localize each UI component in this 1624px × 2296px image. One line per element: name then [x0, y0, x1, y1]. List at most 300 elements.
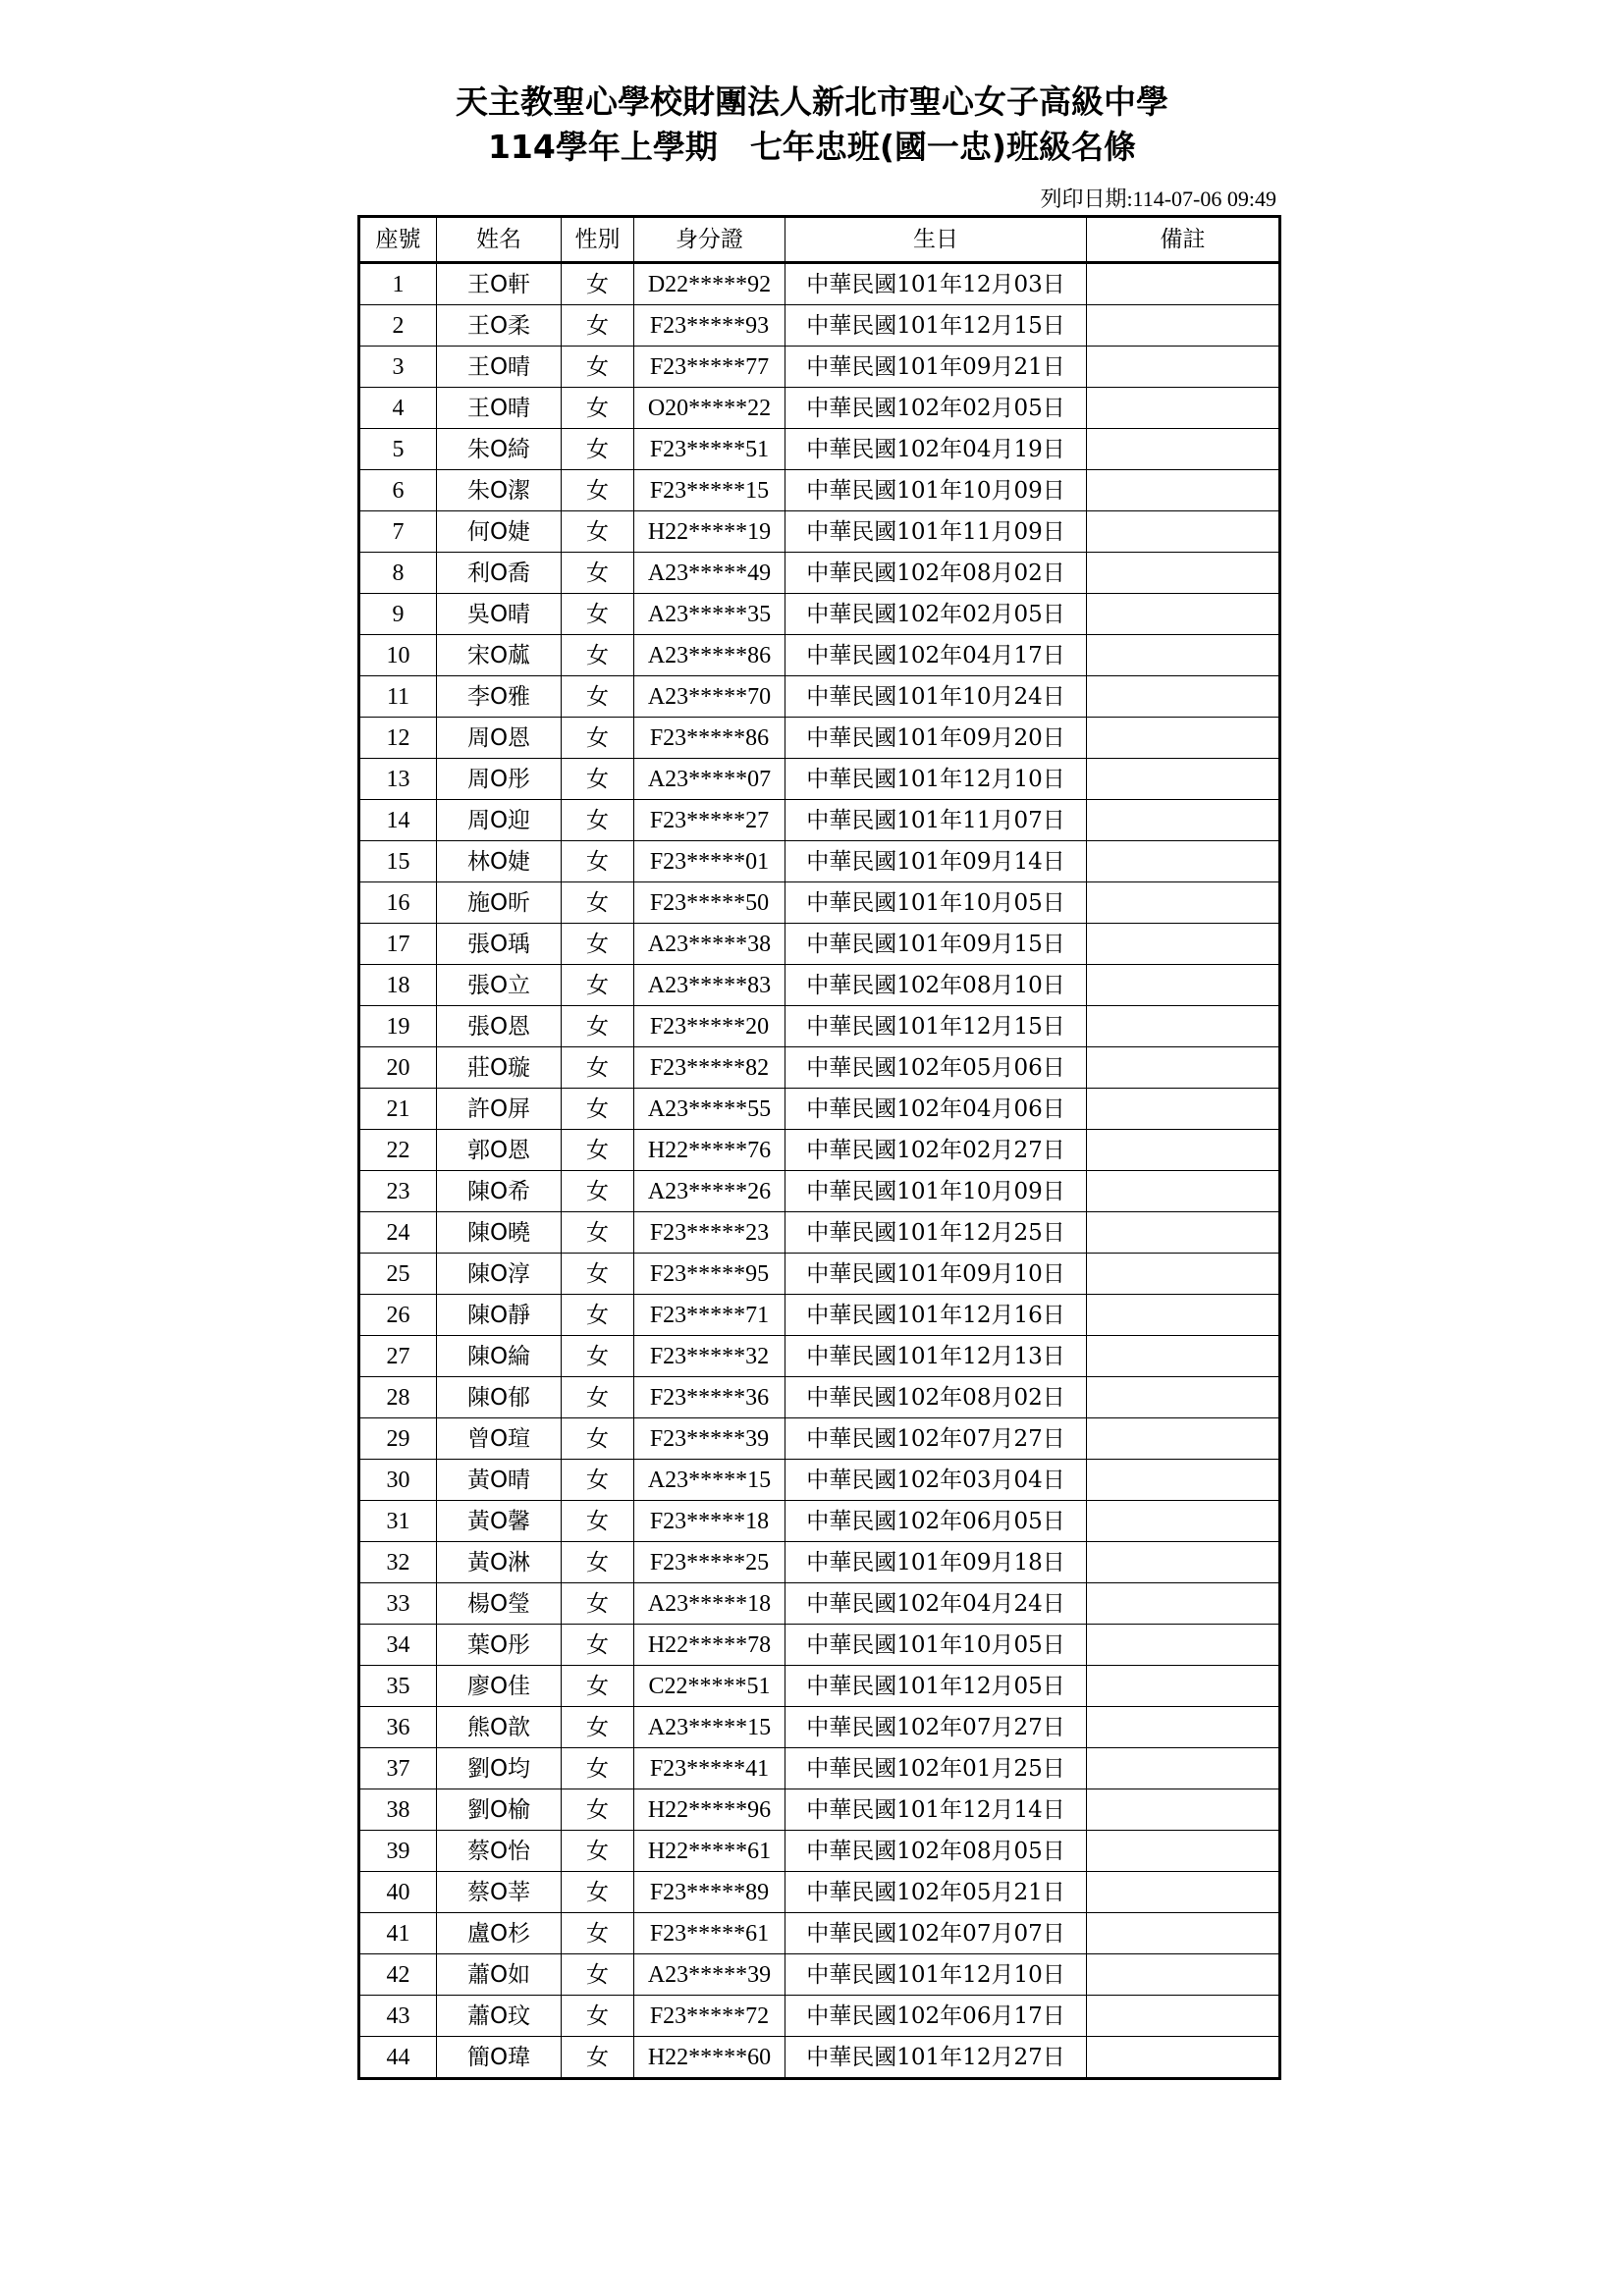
roster-title: 114學年上學期 七年忠班(國一忠)班級名條: [487, 128, 1137, 166]
id-number-cell: A23*****83: [634, 965, 785, 1006]
remarks-cell: [1087, 1789, 1280, 1831]
remarks-cell: [1087, 1748, 1280, 1789]
id-number-cell: H22*****96: [634, 1789, 785, 1831]
name-cell: 蔡O怡: [437, 1831, 562, 1872]
id-number-cell: F23*****23: [634, 1212, 785, 1254]
seat-number-cell: 28: [359, 1377, 437, 1418]
name-cell: 施O昕: [437, 882, 562, 924]
sex-cell: 女: [562, 1831, 634, 1872]
remarks-cell: [1087, 388, 1280, 429]
birthday-cell: 中華民國101年09月21日: [785, 347, 1087, 388]
name-cell: 王O晴: [437, 347, 562, 388]
table-row: [359, 800, 1280, 841]
birthday-cell: 中華民國101年12月13日: [785, 1336, 1087, 1377]
remarks-cell: [1087, 1295, 1280, 1336]
seat-number-cell: 14: [359, 800, 437, 841]
remarks-cell: [1087, 1625, 1280, 1666]
sex-cell: 女: [562, 1089, 634, 1130]
table-row: [359, 1954, 1280, 1996]
table-row: [359, 1831, 1280, 1872]
id-number-cell: A23*****15: [634, 1707, 785, 1748]
id-number-cell: A23*****26: [634, 1171, 785, 1212]
class-roster-table: [357, 215, 1281, 2080]
remarks-cell: [1087, 470, 1280, 511]
birthday-cell: 中華民國102年05月21日: [785, 1872, 1087, 1913]
sex-cell: 女: [562, 635, 634, 676]
seat-number-cell: 12: [359, 718, 437, 759]
sex-cell: 女: [562, 1666, 634, 1707]
remarks-cell: [1087, 841, 1280, 882]
birthday-cell: 中華民國102年06月17日: [785, 1996, 1087, 2037]
birthday-cell: 中華民國101年12月25日: [785, 1212, 1087, 1254]
table-row: [359, 1583, 1280, 1625]
sex-cell: 女: [562, 2037, 634, 2079]
header-seat-number: 座號: [359, 217, 437, 263]
seat-number-cell: 43: [359, 1996, 437, 2037]
id-number-cell: A23*****55: [634, 1089, 785, 1130]
table-row: [359, 429, 1280, 470]
name-cell: 張O立: [437, 965, 562, 1006]
name-cell: 王O柔: [437, 305, 562, 347]
seat-number-cell: 16: [359, 882, 437, 924]
remarks-cell: [1087, 1666, 1280, 1707]
birthday-cell: 中華民國102年06月05日: [785, 1501, 1087, 1542]
birthday-cell: 中華民國102年04月17日: [785, 635, 1087, 676]
birthday-cell: 中華民國101年10月05日: [785, 882, 1087, 924]
table-row: [359, 759, 1280, 800]
id-number-cell: A23*****15: [634, 1460, 785, 1501]
birthday-cell: 中華民國102年02月05日: [785, 594, 1087, 635]
remarks-cell: [1087, 1831, 1280, 1872]
name-cell: 王O軒: [437, 263, 562, 305]
id-number-cell: F23*****41: [634, 1748, 785, 1789]
name-cell: 蔡O莘: [437, 1872, 562, 1913]
seat-number-cell: 25: [359, 1254, 437, 1295]
name-cell: 張O恩: [437, 1006, 562, 1047]
remarks-cell: [1087, 924, 1280, 965]
id-number-cell: A23*****86: [634, 635, 785, 676]
birthday-cell: 中華民國102年04月24日: [785, 1583, 1087, 1625]
table-row: [359, 1089, 1280, 1130]
seat-number-cell: 8: [359, 553, 437, 594]
table-row: [359, 841, 1280, 882]
table-row: [359, 594, 1280, 635]
sex-cell: 女: [562, 1254, 634, 1295]
seat-number-cell: 3: [359, 347, 437, 388]
seat-number-cell: 34: [359, 1625, 437, 1666]
sex-cell: 女: [562, 347, 634, 388]
sex-cell: 女: [562, 1625, 634, 1666]
sex-cell: 女: [562, 841, 634, 882]
table-header-row: [359, 217, 1280, 263]
remarks-cell: [1087, 1254, 1280, 1295]
seat-number-cell: 19: [359, 1006, 437, 1047]
sex-cell: 女: [562, 553, 634, 594]
sex-cell: 女: [562, 1542, 634, 1583]
sex-cell: 女: [562, 800, 634, 841]
table-row: [359, 1748, 1280, 1789]
table-row: [359, 511, 1280, 553]
sex-cell: 女: [562, 1996, 634, 2037]
table-row: [359, 718, 1280, 759]
name-cell: 簡O瑋: [437, 2037, 562, 2079]
id-number-cell: F23*****93: [634, 305, 785, 347]
seat-number-cell: 1: [359, 263, 437, 305]
birthday-cell: 中華民國101年09月14日: [785, 841, 1087, 882]
sex-cell: 女: [562, 1336, 634, 1377]
remarks-cell: [1087, 1377, 1280, 1418]
table-row: [359, 1501, 1280, 1542]
sex-cell: 女: [562, 1872, 634, 1913]
id-number-cell: F23*****82: [634, 1047, 785, 1089]
id-number-cell: C22*****51: [634, 1666, 785, 1707]
table-row: [359, 1789, 1280, 1831]
sex-cell: 女: [562, 1954, 634, 1996]
name-cell: 楊O瑩: [437, 1583, 562, 1625]
seat-number-cell: 24: [359, 1212, 437, 1254]
table-row: [359, 1254, 1280, 1295]
id-number-cell: A23*****49: [634, 553, 785, 594]
id-number-cell: F23*****18: [634, 1501, 785, 1542]
seat-number-cell: 10: [359, 635, 437, 676]
birthday-cell: 中華民國102年02月27日: [785, 1130, 1087, 1171]
id-number-cell: F23*****15: [634, 470, 785, 511]
id-number-cell: H22*****61: [634, 1831, 785, 1872]
name-cell: 曾O瑄: [437, 1418, 562, 1460]
sex-cell: 女: [562, 1047, 634, 1089]
birthday-cell: 中華民國101年12月14日: [785, 1789, 1087, 1831]
seat-number-cell: 26: [359, 1295, 437, 1336]
table-row: [359, 1047, 1280, 1089]
print-date: 列印日期:114-07-06 09:49: [1040, 187, 1276, 211]
remarks-cell: [1087, 1996, 1280, 2037]
sex-cell: 女: [562, 511, 634, 553]
id-number-cell: A23*****18: [634, 1583, 785, 1625]
id-number-cell: F23*****32: [634, 1336, 785, 1377]
header-id-number: 身分證: [634, 217, 785, 263]
remarks-cell: [1087, 594, 1280, 635]
birthday-cell: 中華民國102年08月02日: [785, 553, 1087, 594]
table-row: [359, 1707, 1280, 1748]
birthday-cell: 中華民國102年02月05日: [785, 388, 1087, 429]
name-cell: 黃O馨: [437, 1501, 562, 1542]
id-number-cell: F23*****36: [634, 1377, 785, 1418]
seat-number-cell: 36: [359, 1707, 437, 1748]
name-cell: 陳O淳: [437, 1254, 562, 1295]
remarks-cell: [1087, 1501, 1280, 1542]
sex-cell: 女: [562, 882, 634, 924]
sex-cell: 女: [562, 676, 634, 718]
name-cell: 利O喬: [437, 553, 562, 594]
id-number-cell: F23*****39: [634, 1418, 785, 1460]
seat-number-cell: 29: [359, 1418, 437, 1460]
name-cell: 許O屏: [437, 1089, 562, 1130]
id-number-cell: A23*****39: [634, 1954, 785, 1996]
table-row: [359, 1006, 1280, 1047]
sex-cell: 女: [562, 1707, 634, 1748]
birthday-cell: 中華民國101年11月09日: [785, 511, 1087, 553]
id-number-cell: A23*****35: [634, 594, 785, 635]
table-row: [359, 1130, 1280, 1171]
table-row: [359, 1872, 1280, 1913]
table-row: [359, 1212, 1280, 1254]
remarks-cell: [1087, 800, 1280, 841]
seat-number-cell: 2: [359, 305, 437, 347]
seat-number-cell: 27: [359, 1336, 437, 1377]
remarks-cell: [1087, 718, 1280, 759]
birthday-cell: 中華民國102年04月06日: [785, 1089, 1087, 1130]
birthday-cell: 中華民國101年12月05日: [785, 1666, 1087, 1707]
remarks-cell: [1087, 1047, 1280, 1089]
seat-number-cell: 7: [359, 511, 437, 553]
id-number-cell: F23*****95: [634, 1254, 785, 1295]
name-cell: 李O雅: [437, 676, 562, 718]
birthday-cell: 中華民國102年08月10日: [785, 965, 1087, 1006]
birthday-cell: 中華民國101年12月15日: [785, 1006, 1087, 1047]
sex-cell: 女: [562, 1583, 634, 1625]
sex-cell: 女: [562, 1501, 634, 1542]
name-cell: 王O晴: [437, 388, 562, 429]
birthday-cell: 中華民國102年08月02日: [785, 1377, 1087, 1418]
seat-number-cell: 30: [359, 1460, 437, 1501]
table-row: [359, 347, 1280, 388]
table-row: [359, 1171, 1280, 1212]
id-number-cell: F23*****50: [634, 882, 785, 924]
table-row: [359, 1913, 1280, 1954]
seat-number-cell: 40: [359, 1872, 437, 1913]
remarks-cell: [1087, 263, 1280, 305]
seat-number-cell: 4: [359, 388, 437, 429]
name-cell: 陳O綸: [437, 1336, 562, 1377]
sex-cell: 女: [562, 1748, 634, 1789]
birthday-cell: 中華民國101年12月16日: [785, 1295, 1087, 1336]
birthday-cell: 中華民國101年09月15日: [785, 924, 1087, 965]
remarks-cell: [1087, 347, 1280, 388]
table-row: [359, 1666, 1280, 1707]
birthday-cell: 中華民國102年05月06日: [785, 1047, 1087, 1089]
id-number-cell: F23*****86: [634, 718, 785, 759]
remarks-cell: [1087, 511, 1280, 553]
seat-number-cell: 23: [359, 1171, 437, 1212]
sex-cell: 女: [562, 1913, 634, 1954]
birthday-cell: 中華民國101年12月03日: [785, 263, 1087, 305]
sex-cell: 女: [562, 305, 634, 347]
sex-cell: 女: [562, 924, 634, 965]
remarks-cell: [1087, 1089, 1280, 1130]
birthday-cell: 中華民國102年07月27日: [785, 1707, 1087, 1748]
id-number-cell: D22*****92: [634, 263, 785, 305]
header-remarks: 備註: [1087, 217, 1280, 263]
seat-number-cell: 9: [359, 594, 437, 635]
birthday-cell: 中華民國101年09月18日: [785, 1542, 1087, 1583]
seat-number-cell: 38: [359, 1789, 437, 1831]
table-row: [359, 1460, 1280, 1501]
table-row: [359, 676, 1280, 718]
birthday-cell: 中華民國102年03月04日: [785, 1460, 1087, 1501]
table-row: [359, 1625, 1280, 1666]
seat-number-cell: 41: [359, 1913, 437, 1954]
remarks-cell: [1087, 553, 1280, 594]
seat-number-cell: 15: [359, 841, 437, 882]
id-number-cell: F23*****61: [634, 1913, 785, 1954]
name-cell: 郭O恩: [437, 1130, 562, 1171]
table-row: [359, 1377, 1280, 1418]
seat-number-cell: 31: [359, 1501, 437, 1542]
remarks-cell: [1087, 635, 1280, 676]
sex-cell: 女: [562, 759, 634, 800]
header-birthday: 生日: [785, 217, 1087, 263]
seat-number-cell: 18: [359, 965, 437, 1006]
name-cell: 張O瑀: [437, 924, 562, 965]
table-row: [359, 1542, 1280, 1583]
id-number-cell: F23*****27: [634, 800, 785, 841]
id-number-cell: F23*****72: [634, 1996, 785, 2037]
birthday-cell: 中華民國101年10月09日: [785, 470, 1087, 511]
remarks-cell: [1087, 759, 1280, 800]
remarks-cell: [1087, 1130, 1280, 1171]
sex-cell: 女: [562, 1006, 634, 1047]
id-number-cell: A23*****70: [634, 676, 785, 718]
seat-number-cell: 22: [359, 1130, 437, 1171]
id-number-cell: A23*****07: [634, 759, 785, 800]
table-row: [359, 965, 1280, 1006]
birthday-cell: 中華民國101年12月27日: [785, 2037, 1087, 2079]
remarks-cell: [1087, 305, 1280, 347]
id-number-cell: H22*****19: [634, 511, 785, 553]
name-cell: 蕭O如: [437, 1954, 562, 1996]
name-cell: 林O婕: [437, 841, 562, 882]
id-number-cell: F23*****77: [634, 347, 785, 388]
seat-number-cell: 35: [359, 1666, 437, 1707]
id-number-cell: F23*****01: [634, 841, 785, 882]
table-row: [359, 1336, 1280, 1377]
birthday-cell: 中華民國102年07月27日: [785, 1418, 1087, 1460]
id-number-cell: F23*****25: [634, 1542, 785, 1583]
name-cell: 黃O晴: [437, 1460, 562, 1501]
sex-cell: 女: [562, 1130, 634, 1171]
id-number-cell: H22*****60: [634, 2037, 785, 2079]
table-row: [359, 470, 1280, 511]
table-body: [359, 263, 1280, 2079]
birthday-cell: 中華民國101年10月24日: [785, 676, 1087, 718]
birthday-cell: 中華民國102年01月25日: [785, 1748, 1087, 1789]
table-row: [359, 1418, 1280, 1460]
remarks-cell: [1087, 2037, 1280, 2079]
name-cell: 何O婕: [437, 511, 562, 553]
birthday-cell: 中華民國101年09月10日: [785, 1254, 1087, 1295]
seat-number-cell: 5: [359, 429, 437, 470]
name-cell: 周O彤: [437, 759, 562, 800]
sex-cell: 女: [562, 429, 634, 470]
sex-cell: 女: [562, 1377, 634, 1418]
table-row: [359, 924, 1280, 965]
remarks-cell: [1087, 1336, 1280, 1377]
seat-number-cell: 42: [359, 1954, 437, 1996]
sex-cell: 女: [562, 388, 634, 429]
remarks-cell: [1087, 1583, 1280, 1625]
id-number-cell: A23*****38: [634, 924, 785, 965]
name-cell: 劉O榆: [437, 1789, 562, 1831]
table-row: [359, 388, 1280, 429]
seat-number-cell: 20: [359, 1047, 437, 1089]
remarks-cell: [1087, 1212, 1280, 1254]
birthday-cell: 中華民國101年12月15日: [785, 305, 1087, 347]
birthday-cell: 中華民國102年04月19日: [785, 429, 1087, 470]
remarks-cell: [1087, 1707, 1280, 1748]
id-number-cell: H22*****78: [634, 1625, 785, 1666]
name-cell: 劉O均: [437, 1748, 562, 1789]
seat-number-cell: 13: [359, 759, 437, 800]
id-number-cell: H22*****76: [634, 1130, 785, 1171]
seat-number-cell: 32: [359, 1542, 437, 1583]
sex-cell: 女: [562, 965, 634, 1006]
remarks-cell: [1087, 882, 1280, 924]
name-cell: 盧O杉: [437, 1913, 562, 1954]
remarks-cell: [1087, 676, 1280, 718]
name-cell: 陳O希: [437, 1171, 562, 1212]
name-cell: 周O恩: [437, 718, 562, 759]
remarks-cell: [1087, 429, 1280, 470]
seat-number-cell: 33: [359, 1583, 437, 1625]
name-cell: 蕭O玟: [437, 1996, 562, 2037]
table-row: [359, 305, 1280, 347]
birthday-cell: 中華民國102年08月05日: [785, 1831, 1087, 1872]
header-sex: 性別: [562, 217, 634, 263]
remarks-cell: [1087, 965, 1280, 1006]
birthday-cell: 中華民國101年10月09日: [785, 1171, 1087, 1212]
remarks-cell: [1087, 1954, 1280, 1996]
birthday-cell: 中華民國101年12月10日: [785, 759, 1087, 800]
school-title: 天主教聖心學校財團法人新北市聖心女子高級中學: [456, 82, 1168, 121]
name-cell: 宋O蓏: [437, 635, 562, 676]
id-number-cell: F23*****89: [634, 1872, 785, 1913]
table-row: [359, 263, 1280, 305]
sex-cell: 女: [562, 594, 634, 635]
table-row: [359, 635, 1280, 676]
table-row: [359, 553, 1280, 594]
name-cell: 朱O潔: [437, 470, 562, 511]
table-row: [359, 1996, 1280, 2037]
name-cell: 周O迎: [437, 800, 562, 841]
remarks-cell: [1087, 1418, 1280, 1460]
id-number-cell: O20*****22: [634, 388, 785, 429]
name-cell: 熊O歆: [437, 1707, 562, 1748]
remarks-cell: [1087, 1872, 1280, 1913]
name-cell: 葉O彤: [437, 1625, 562, 1666]
id-number-cell: F23*****20: [634, 1006, 785, 1047]
sex-cell: 女: [562, 1460, 634, 1501]
name-cell: 莊O璇: [437, 1047, 562, 1089]
table-row: [359, 1295, 1280, 1336]
remarks-cell: [1087, 1006, 1280, 1047]
seat-number-cell: 37: [359, 1748, 437, 1789]
seat-number-cell: 11: [359, 676, 437, 718]
remarks-cell: [1087, 1913, 1280, 1954]
seat-number-cell: 44: [359, 2037, 437, 2079]
name-cell: 朱O綺: [437, 429, 562, 470]
name-cell: 黃O淋: [437, 1542, 562, 1583]
sex-cell: 女: [562, 1418, 634, 1460]
name-cell: 陳O曉: [437, 1212, 562, 1254]
seat-number-cell: 39: [359, 1831, 437, 1872]
remarks-cell: [1087, 1460, 1280, 1501]
birthday-cell: 中華民國101年11月07日: [785, 800, 1087, 841]
birthday-cell: 中華民國101年09月20日: [785, 718, 1087, 759]
name-cell: 吳O晴: [437, 594, 562, 635]
name-cell: 陳O郁: [437, 1377, 562, 1418]
birthday-cell: 中華民國101年12月10日: [785, 1954, 1087, 1996]
sex-cell: 女: [562, 1789, 634, 1831]
